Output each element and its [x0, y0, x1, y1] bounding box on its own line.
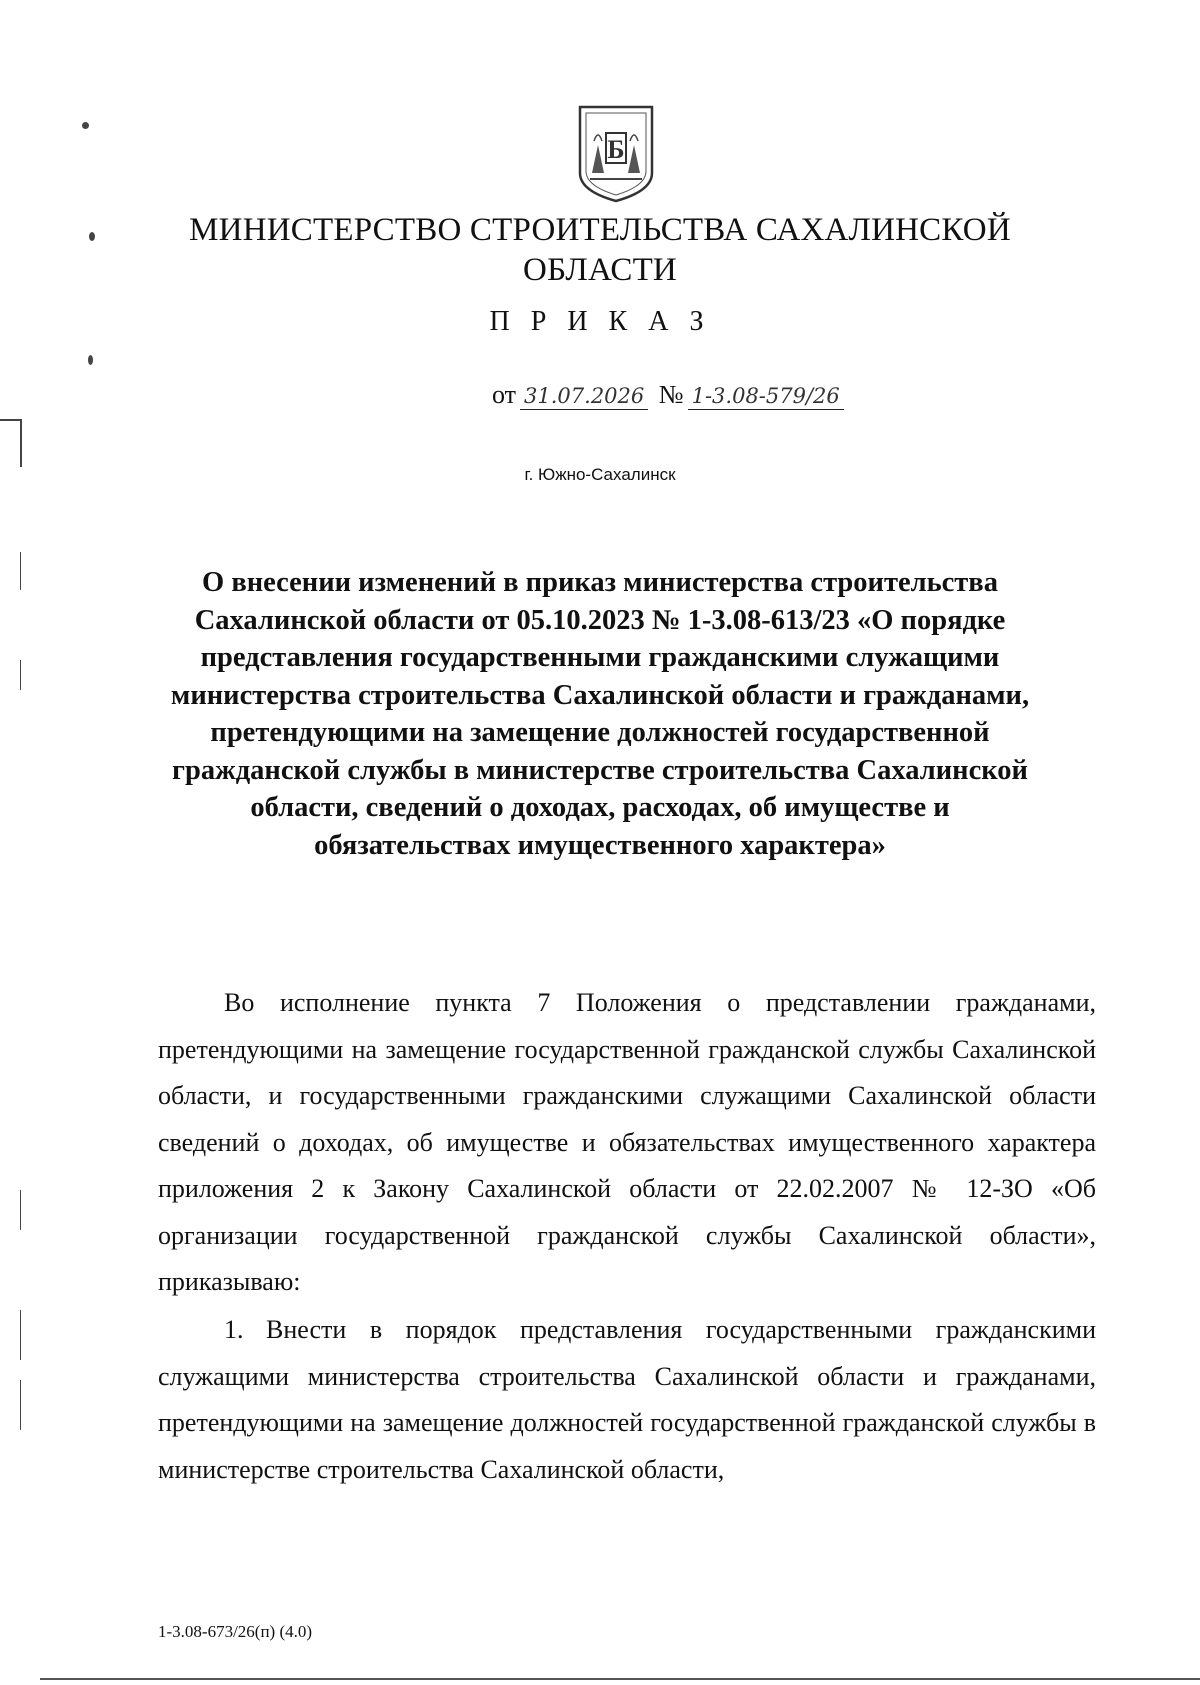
- order-date-handwritten: 31.07.2026: [520, 384, 648, 410]
- scan-speck: [88, 355, 93, 365]
- binding-mark: [0, 419, 22, 421]
- binding-mark: [20, 1380, 21, 1430]
- order-date-number-line: [492, 380, 848, 410]
- document-code-footer: 1-3.08-673/26(п) (4.0): [158, 1622, 313, 1641]
- ministry-name-line2: ОБЛАСТИ: [523, 252, 677, 288]
- scan-speck: [82, 122, 89, 129]
- binding-mark: [20, 552, 21, 590]
- scan-edge-line: [40, 1678, 1200, 1680]
- item-number: 1.: [224, 1315, 244, 1344]
- binding-mark: [20, 1190, 21, 1230]
- from-label: от: [492, 380, 517, 409]
- svg-text:Б: Б: [607, 135, 625, 164]
- scan-speck: [89, 232, 95, 241]
- order-number-handwritten: 1-3.08-579/26: [688, 384, 844, 410]
- order-heading: П Р И К А З: [489, 306, 711, 337]
- binding-mark: [20, 419, 22, 467]
- binding-mark: [20, 660, 21, 690]
- coat-of-arms-emblem: [570, 103, 662, 203]
- document-title: О внесении изменений в приказ министерства строительства Сахалинской области от 05.10.2023 № 1-3.08-613/23 «О порядке представления государственными гражданскими служащими министерства строительства Сахалинской области и гражданами, претендующими на замещение должностей государственной гражданской службы в министерстве строительства Сахалинской области, сведений о доходах, расходах, об имуществе и обязательствах имущественного характера»: [170, 567, 1030, 861]
- ministry-name-line1: МИНИСТЕРСТВО СТРОИТЕЛЬСТВА САХАЛИНСКОЙ: [189, 212, 1011, 248]
- city-name: г. Южно-Сахалинск: [524, 465, 676, 484]
- preamble-paragraph: Во исполнение пункта 7 Положения о представлении гражданами, претендующими на замещение государственной гражданской службы Сахалинской области, и государственными гражданскими служащими Сахалинской области сведений о доходах, об имуществе и обязательствах имущественного характера приложения 2 к Закону Сахалинской области от 22.02.2007 № 12-ЗО «Об организации государственной гражданской службы Сахалинской области», приказываю:: [158, 988, 1096, 1296]
- list-item: [158, 1307, 1096, 1493]
- number-label: №: [658, 380, 684, 409]
- binding-mark: [20, 1310, 21, 1360]
- item-text: Внести в порядок представления государственными гражданскими служащими министерства строительства Сахалинской области и гражданами, претендующими на замещение должностей государственной гражданской службы в министерстве строительства Сахалинской области,: [158, 1315, 1096, 1484]
- ministry-name: [150, 210, 1050, 290]
